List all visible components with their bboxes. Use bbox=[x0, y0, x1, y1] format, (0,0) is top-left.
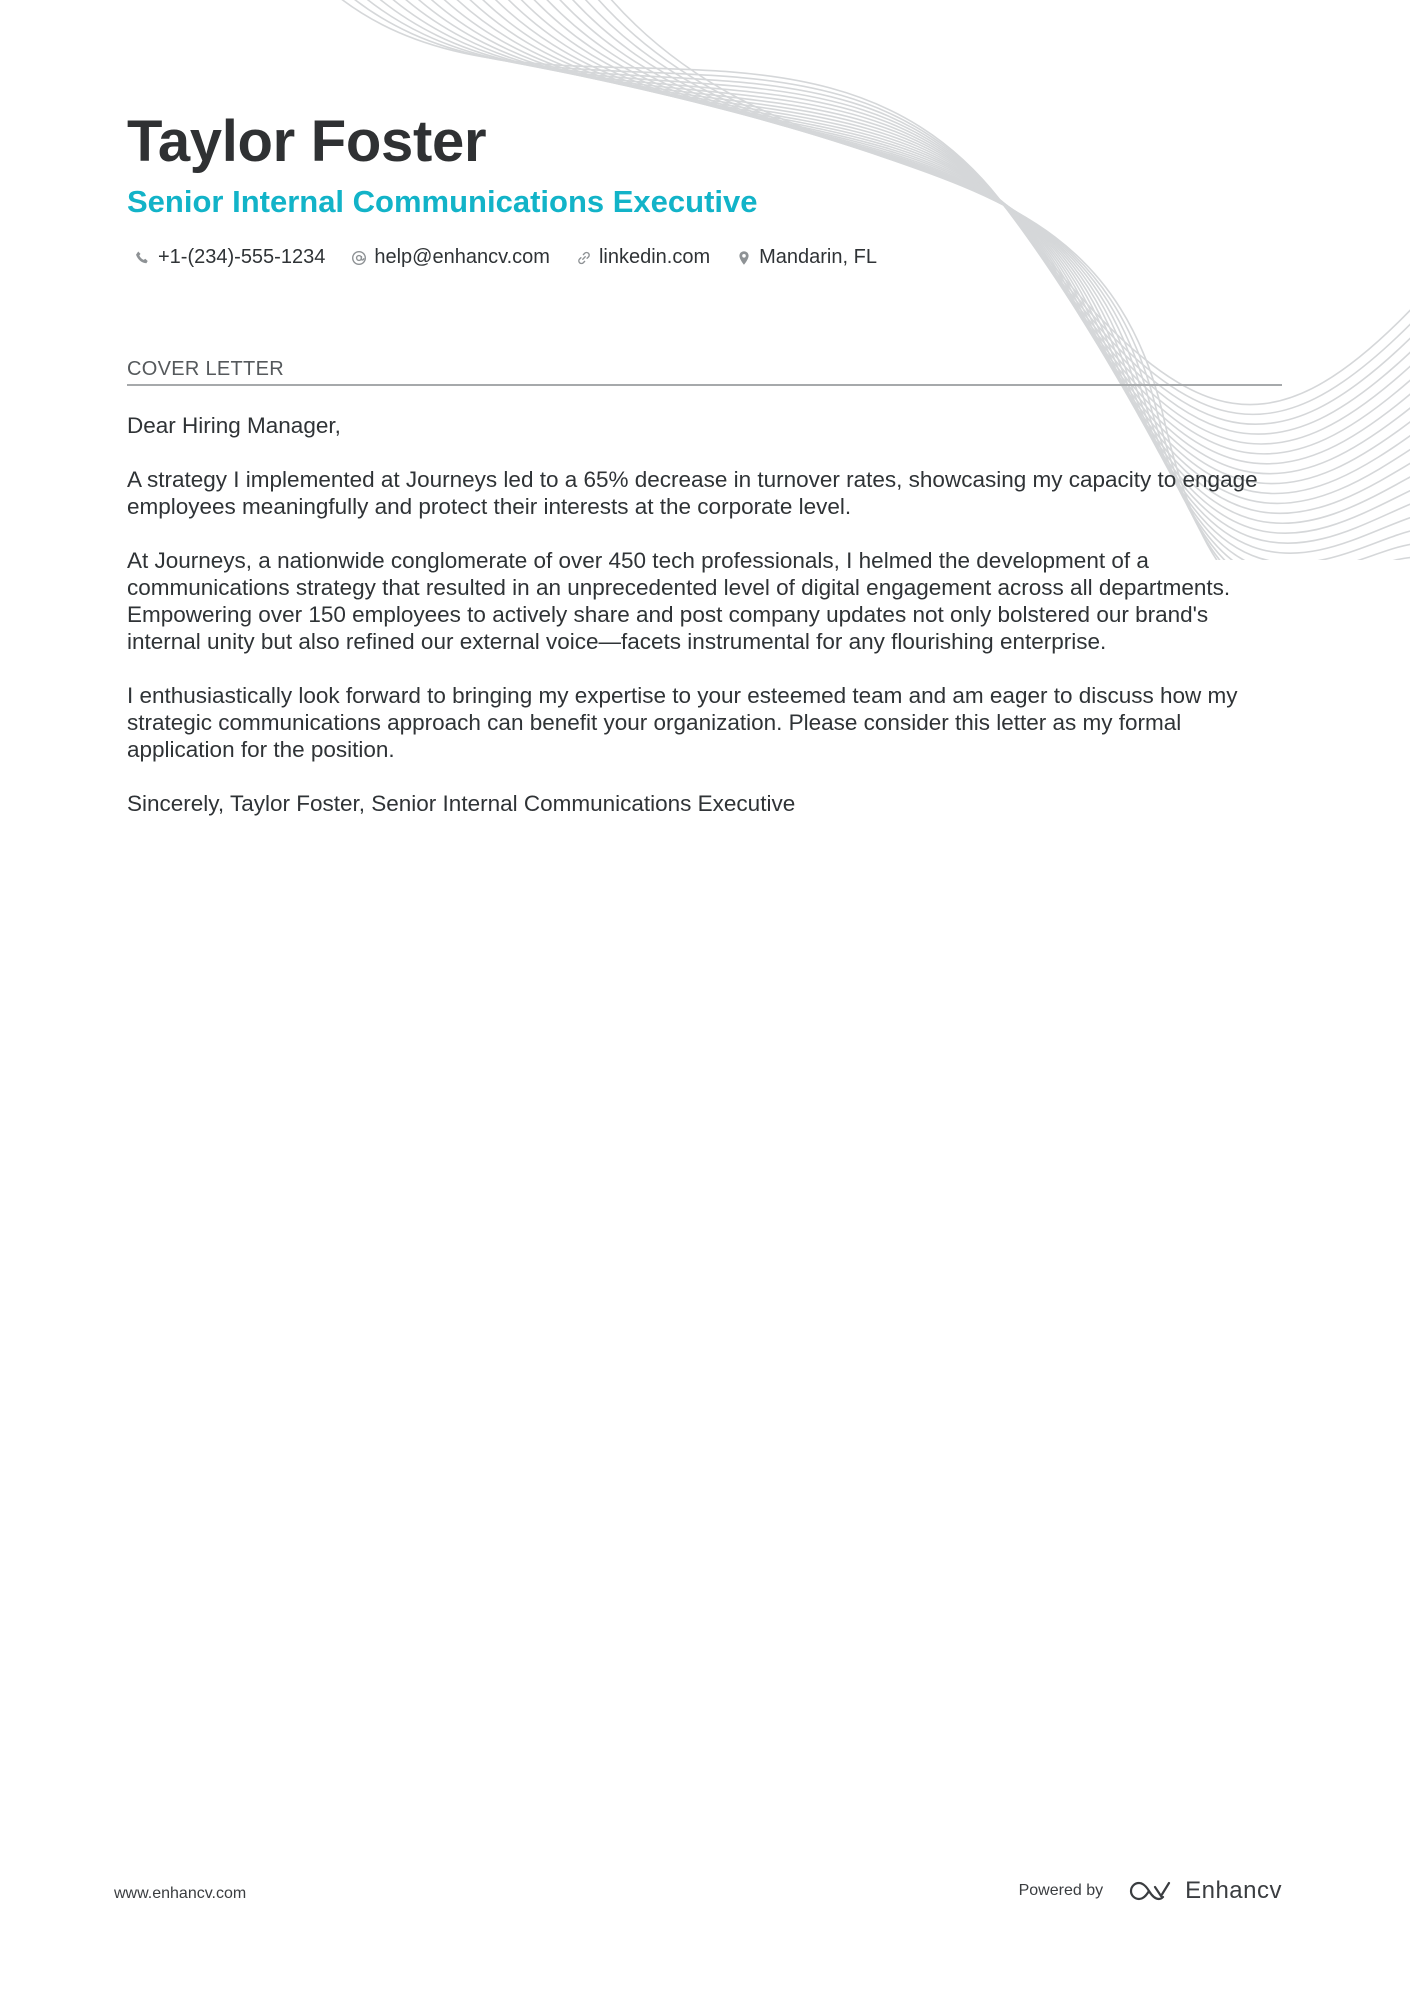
location-pin-icon bbox=[736, 250, 752, 266]
contact-location bbox=[736, 246, 877, 269]
wave-line bbox=[408, 0, 1410, 464]
letter-paragraph: I enthusiastically look forward to bringing my expertise to your esteemed team and am eager to discuss how my strategic communications approach can benefit your organization. Please consider this letter as my formal application for the position. bbox=[127, 683, 1238, 762]
brand-name: Enhancv bbox=[1185, 1877, 1282, 1904]
footer-branding bbox=[1019, 1877, 1282, 1905]
contact-bar bbox=[135, 246, 903, 269]
location-text: Mandarin, FL bbox=[759, 246, 877, 268]
letter-closing: Sincerely, Taylor Foster, Senior Internal Communications Executive bbox=[127, 791, 796, 816]
phone-number: +1-(234)-555-1234 bbox=[158, 246, 326, 268]
section-heading-cover-letter: COVER LETTER bbox=[127, 358, 1282, 386]
footer-website-link[interactable]: www.enhancv.com bbox=[114, 1885, 247, 1902]
contact-linkedin[interactable] bbox=[576, 246, 710, 269]
email-address: help@enhancv.com bbox=[374, 246, 550, 268]
letter-greeting: Dear Hiring Manager, bbox=[127, 413, 341, 438]
linkedin-link: linkedin.com bbox=[598, 246, 711, 268]
enhancv-logo-icon bbox=[1129, 1879, 1175, 1903]
contact-phone[interactable] bbox=[135, 246, 325, 269]
powered-by-label: Powered by bbox=[1018, 1882, 1104, 1899]
candidate-title: Senior Internal Communications Executive bbox=[127, 184, 758, 219]
letter-paragraph: A strategy I implemented at Journeys led to a 65% decrease in turnover rates, showcasing my capacity to engage employees meaningfully and protect their interests at the corporate level. bbox=[127, 467, 1258, 519]
at-icon bbox=[351, 250, 367, 266]
wave-line bbox=[421, 0, 1410, 474]
letter-body bbox=[127, 412, 1282, 844]
contact-email[interactable] bbox=[351, 246, 550, 269]
link-icon bbox=[576, 250, 592, 266]
phone-icon bbox=[135, 250, 151, 266]
letter-paragraph: At Journeys, a nationwide conglomerate of over 450 tech professionals, I helmed the development of a communications strategy that resulted in an unprecedented level of digital engagement across all departments. Empowering over 150 employees to actively share and post company updates not only bolstered our brand's internal unity but also refined our external voice—facets instrumental for any flourishing enterprise. bbox=[127, 548, 1231, 654]
candidate-name: Taylor Foster bbox=[127, 109, 487, 174]
